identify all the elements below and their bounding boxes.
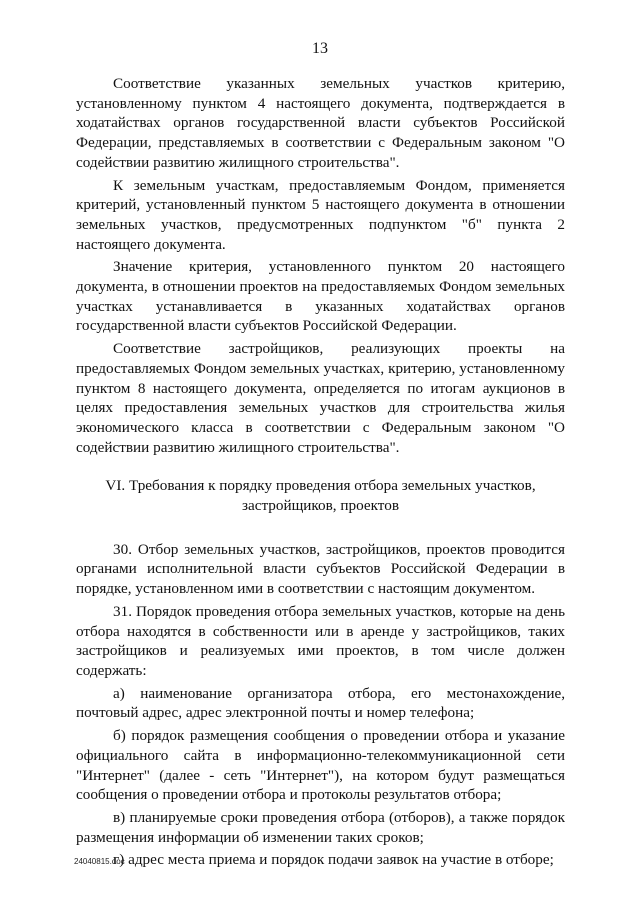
paragraph: Значение критерия, установленного пунктом 20 настоящего документа, в отношении проектов на предоставляемых Фондом земельных участках устанавливается в указанных ходатайствах органов государственной власти субъектов Российской Федерации. [76,258,565,335]
paragraph: Соответствие застройщиков, реализующих проекты на предоставляемых Фондом земельных участках, критерию, установленному пунктом 8 настоящего документа, определяется по итогам аукционов в целях предоставления земельных участков для строительства жилья экономического класса в соответствии с Федеральным законом "О содействии развитию жилищного строительства". [76,340,565,456]
list-item: в) планируемые сроки проведения отбора (отборов), а также порядок размещения информации об изменении таких сроков; [76,808,565,846]
list-item: а) наименование организатора отбора, его местонахождение, почтовый адрес, адрес электронной почты и номер телефона; [76,684,565,722]
paragraph: 30. Отбор земельных участков, застройщиков, проектов проводится органами исполнительной власти субъектов Российской Федерации в порядке, установленном ими в соответствии с настоящим документом. [76,540,565,598]
paragraph: К земельным участкам, предоставляемым Фондом, применяется критерий, установленный пунктом 5 настоящего документа в отношении земельных участков, предусмотренных подпунктом "б" пункта 2 настоящего документа. [76,176,565,253]
page-number: 13 [312,40,328,57]
section-heading: VI. Требования к порядку проведения отбора земельных участков, застройщиков, проектов [105,477,536,515]
list-item: г) адрес места приема и порядок подачи заявок на участие в отборе; [113,851,554,869]
list-item: б) порядок размещения сообщения о проведении отбора и указание официального сайта в информационно-телекоммуникационной сети "Интернет" (далее - сеть "Интернет"), на котором будут размещаться сообщения о проведении отбора и протоколы результатов отбора; [76,727,565,804]
paragraph: 31. Порядок проведения отбора земельных участков, которые на день отбора находятся в собственности или в аренде у застройщиков, таких застройщиков и реализуемых ими проектов, в том числе должен содержать: [76,602,565,679]
paragraph: Соответствие указанных земельных участков критерию, установленному пунктом 4 настоящего документа, подтверждается в ходатайствах органов государственной власти субъектов Российской Федерации, представляемых в соответствии с Федеральным законом "О содействии развитию жилищного строительства". [76,75,565,171]
footer-filename: 24040815.doc [74,857,125,866]
document-body [76,74,565,873]
